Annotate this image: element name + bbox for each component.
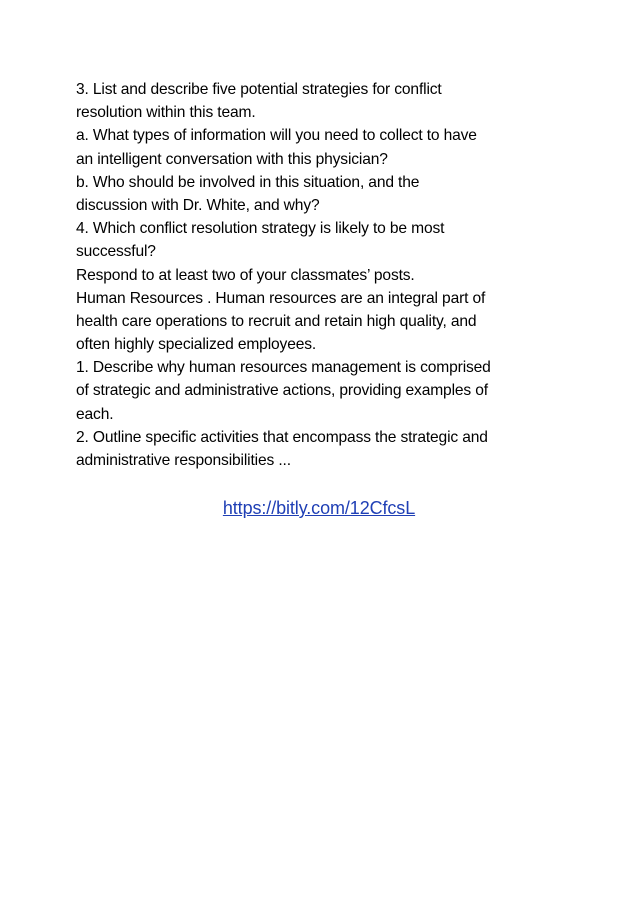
text-line: health care operations to recruit and retain high quality, and (76, 312, 477, 330)
text-line: 1. Describe why human resources management is comprised (76, 359, 491, 377)
text-line: 2. Outline specific activities that encompass the strategic and (76, 428, 488, 446)
text-line: often highly specialized employees. (76, 336, 317, 354)
text-line: of strategic and administrative actions, providing examples of (76, 382, 488, 400)
text-line: discussion with Dr. White, and why? (76, 196, 320, 214)
link-container (0, 496, 638, 520)
text-line: each. (76, 405, 114, 423)
text-line: successful? (76, 243, 156, 261)
text-line: Respond to at least two of your classmates’ posts. (76, 266, 415, 284)
text-line: 4. Which conflict resolution strategy is likely to be most (76, 220, 445, 238)
text-line: a. What types of information will you need to collect to have (76, 127, 477, 145)
text-line: 3. List and describe five potential strategies for conflict (76, 81, 442, 98)
source-link[interactable]: https://bitly.com/12CfcsL (222, 498, 416, 518)
text-line: b. Who should be involved in this situation, and the (76, 173, 420, 191)
text-line: an intelligent conversation with this physician? (76, 150, 388, 168)
text-line: administrative responsibilities ... (76, 452, 291, 469)
text-line: Human Resources . Human resources are an integral part of (76, 289, 486, 307)
body-text (76, 78, 576, 472)
text-line: resolution within this team. (76, 104, 256, 122)
